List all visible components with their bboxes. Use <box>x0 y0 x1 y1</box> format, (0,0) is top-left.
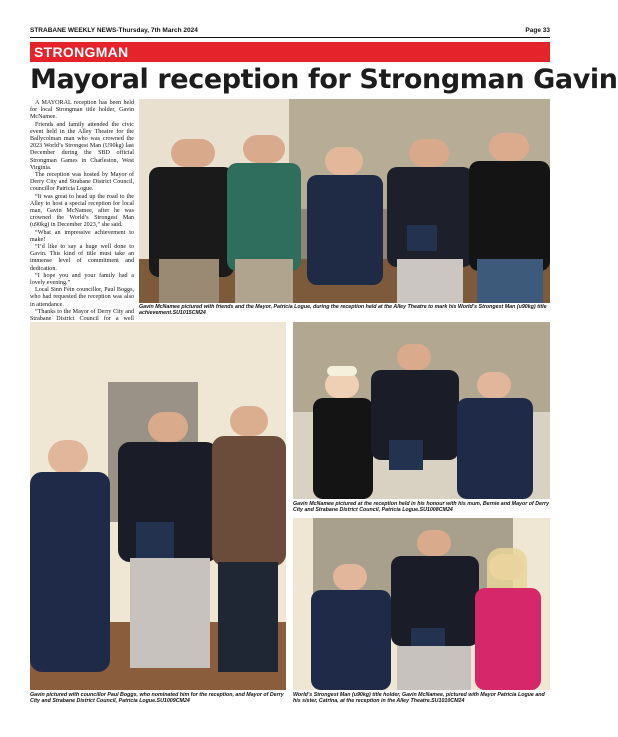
article-paragraph: Local Sinn Féin councillor, Paul Boggs, who had requested the reception was also in attendance. <box>30 287 134 308</box>
publication-date-line: STRABANE WEEKLY NEWS-Thursday, 7th March 2024 <box>30 27 198 34</box>
article-paragraph: Friends and family attended the civic event held in the Alley Theatre for the Ballycolman man who was crowned the 2023 World’s Strongest Man (U90kg) last December during the SBD official Strongman Games in Charleston, West Virginia. <box>30 121 134 171</box>
photo-caption: Gavin McNamee pictured at the reception held in his honour with his mum, Bernie and Mayor of Derry City and Strabane District Council, Patricia Logue.SU1008CM24 <box>293 501 550 514</box>
article-paragraph: The reception was hosted by Mayor of Derry City and Strabane District Council, councillor Patricia Logue. <box>30 172 134 193</box>
photo-gavin-mayor-sister <box>293 518 550 690</box>
article-paragraph: “I’d like to say a huge well done to Gavin. This kind of title must take an immense level of commitment and dedication. <box>30 244 134 272</box>
masthead <box>30 24 550 36</box>
article-paragraph: “Thanks to the Mayor of Derry City and Strabane District Council for a well <box>30 308 134 323</box>
page-number: Page 33 <box>525 27 550 34</box>
article-body <box>30 100 134 322</box>
masthead-rule <box>30 37 550 38</box>
photo-caption: Gavin McNamee pictured with friends and the Mayor, Patricia Logue, during the reception held at the Alley Theatre to mark his World’s Strongest Man (u90kg) title achievement.SU1015CM24 <box>139 304 547 317</box>
section-label: STRONGMAN <box>34 44 129 60</box>
photo-caption: World’s Strongest Man (u90kg) title holder, Gavin McNamee, pictured with Mayor Patricia Logue and his sister, Catrina, at the reception in the Alley Theatre.SU1010CM24 <box>293 692 545 705</box>
article-paragraph: “I hope you and your family had a lovely evening.” <box>30 272 134 287</box>
photo-caption: Gavin pictured with councillor Paul Boggs, who nominated him for the reception, and Mayor of Derry City and Strabane District Council, Patricia Logue.SU1009CM24 <box>30 692 284 705</box>
article-paragraph: “What an impressive achievement to make! <box>30 229 134 243</box>
photo-gavin-councillor-mayor <box>30 322 286 690</box>
page-title: Mayoral reception for Strongman Gavin <box>30 64 618 95</box>
photo-gavin-mum-mayor <box>293 322 550 499</box>
article-paragraph: A MAYORAL reception has been held for local Strongman title holder, Gavin McNamee. <box>30 100 134 121</box>
photo-group-five <box>139 99 550 303</box>
article-paragraph: “It was great to head up the road to the Alley to host a special reception for local man, Gavin McNamee, after he was crowned the World’s Strongest Man (u90kg) in December 2023,” she said. <box>30 193 134 229</box>
section-banner <box>30 42 550 62</box>
